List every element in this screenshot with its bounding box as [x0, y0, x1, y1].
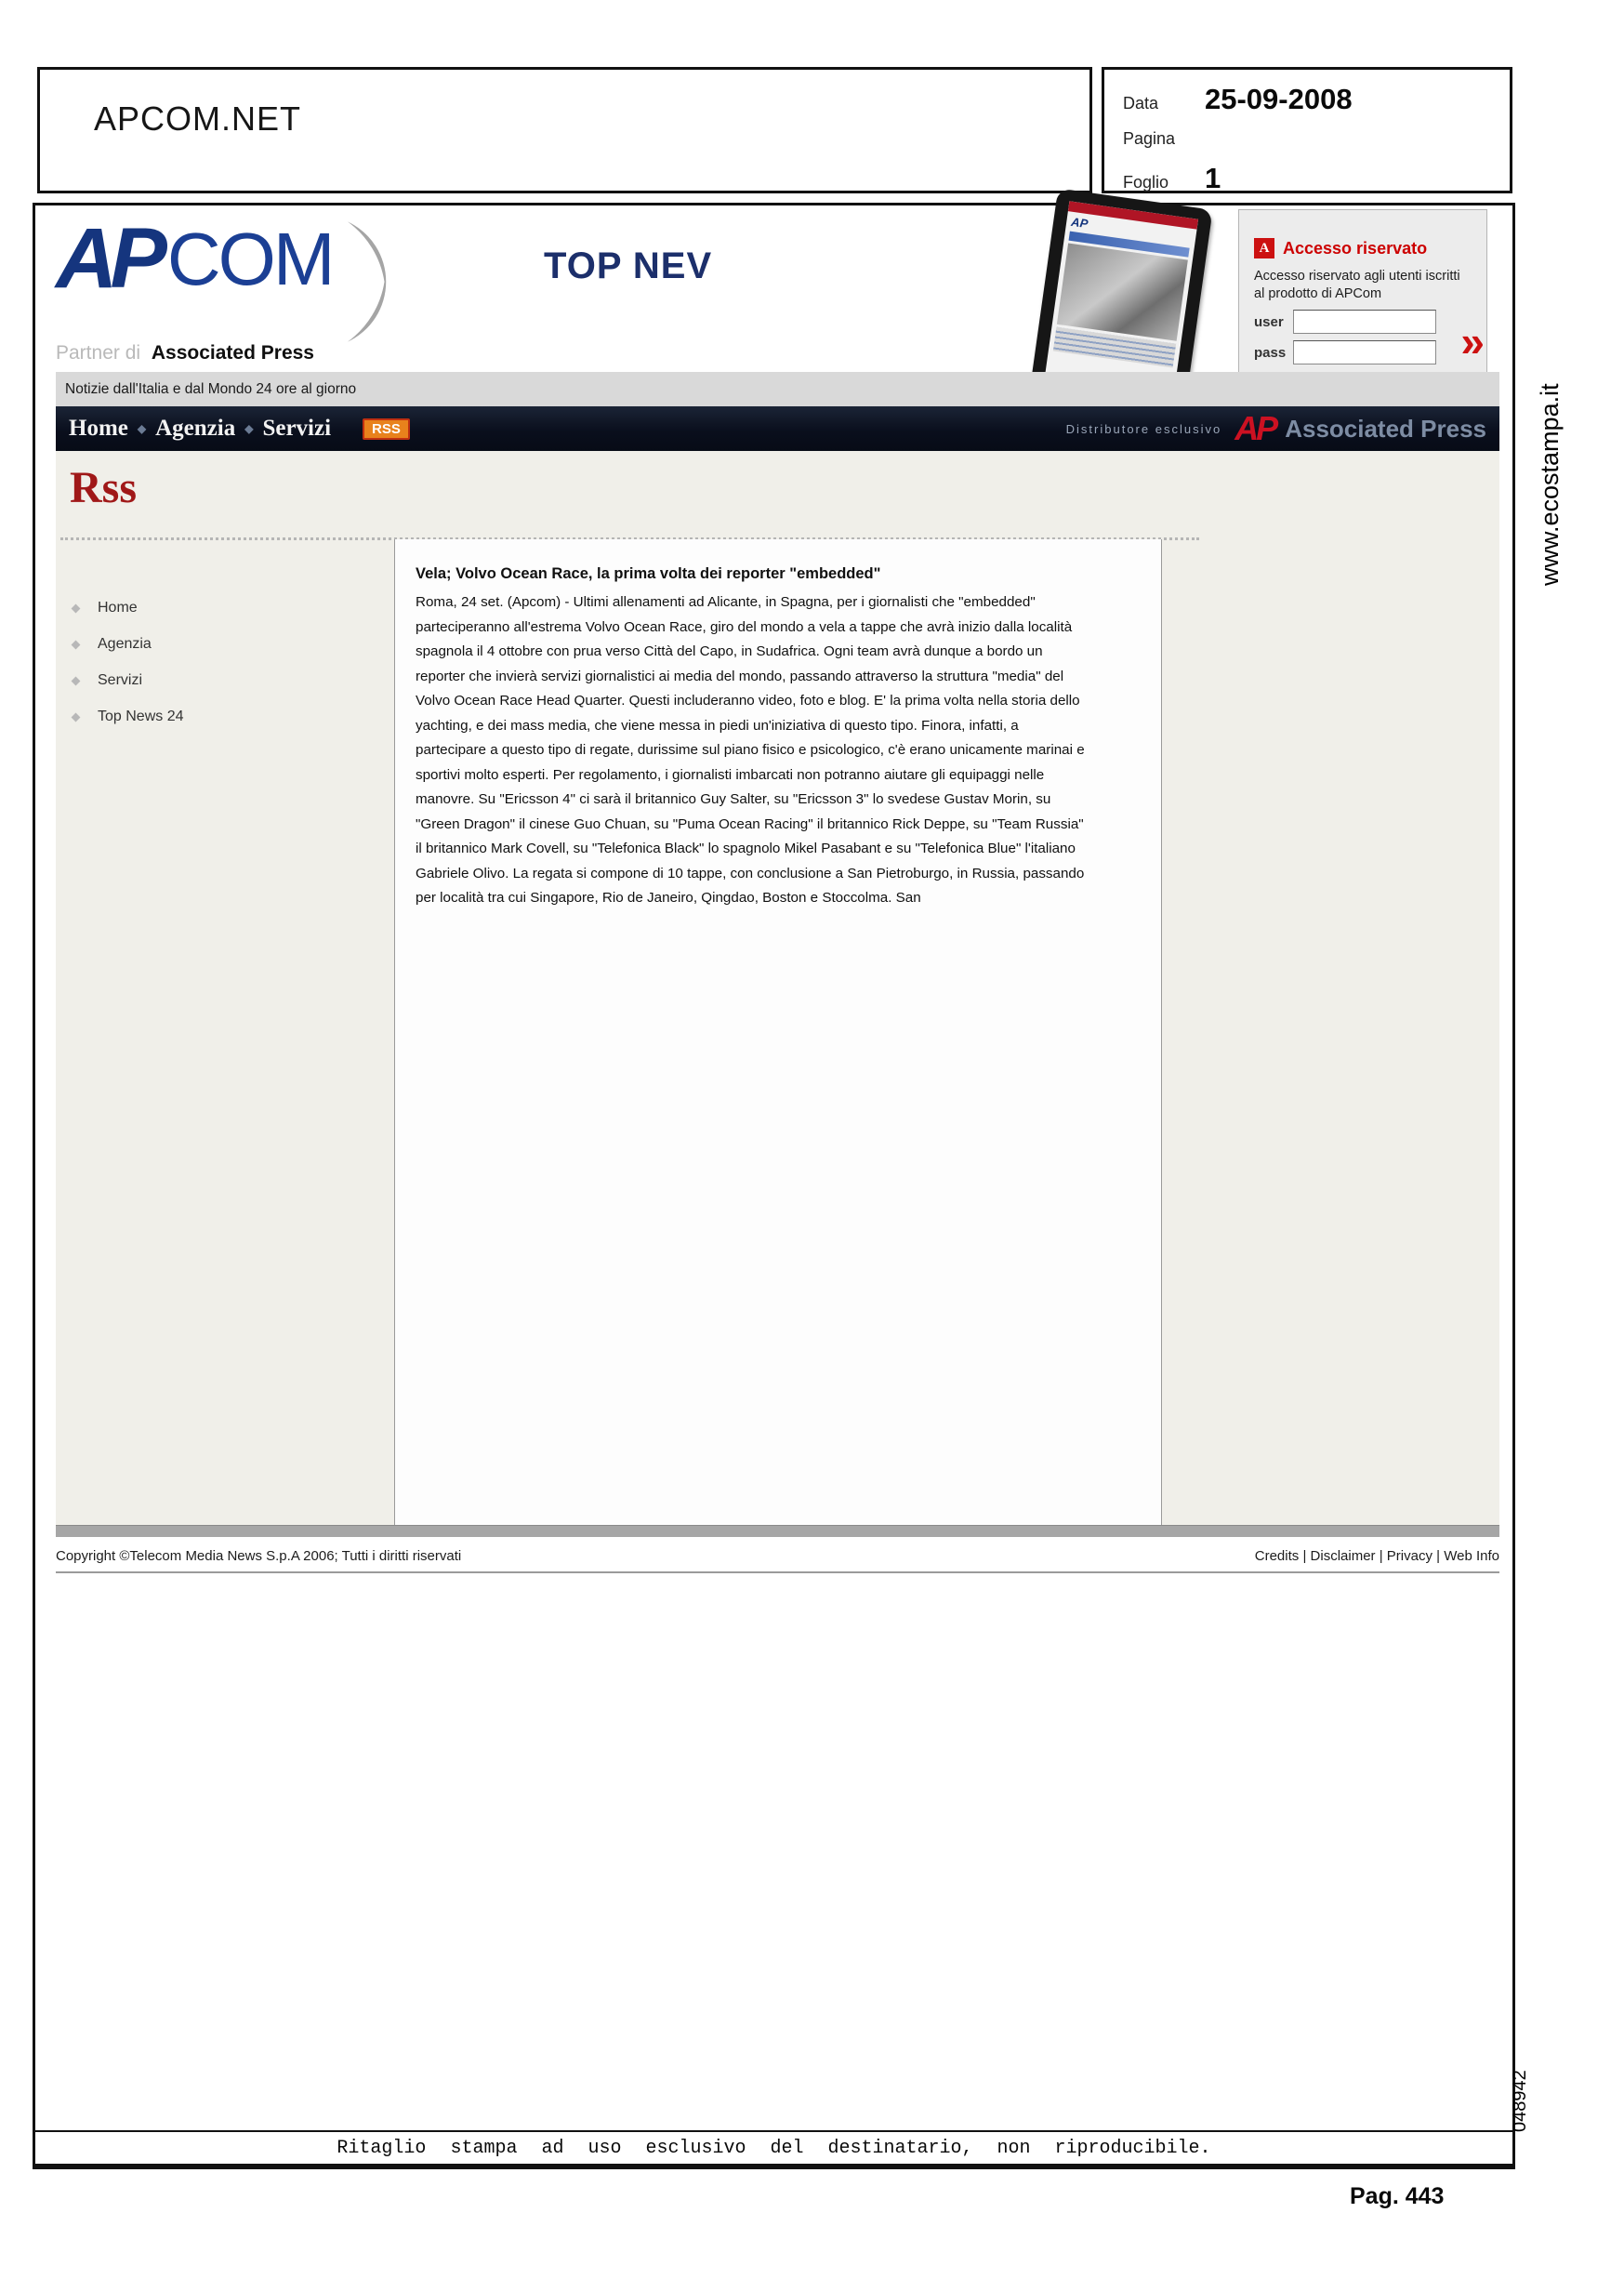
footer-link-web-info[interactable]: Web Info — [1444, 1547, 1499, 1564]
horizontal-scrollbar[interactable] — [56, 1525, 1499, 1537]
apcom-swoosh-icon — [334, 220, 408, 343]
user-label: user — [1254, 313, 1284, 330]
date-value: 25-09-2008 — [1205, 83, 1353, 115]
ritaglio-strip — [35, 2130, 1512, 2166]
page-label: Pagina — [1123, 129, 1176, 148]
sidebar-item-servizi[interactable] — [73, 672, 184, 689]
apcom-logo-ap: AP — [56, 211, 160, 306]
top-news-heading: TOP NEV — [544, 245, 713, 286]
partner-prefix: Partner di — [56, 342, 141, 364]
sidebar-item-label: Agenzia — [98, 636, 152, 652]
nav-diamond-icon: ◆ — [244, 421, 254, 435]
meta-sheet-row — [1123, 162, 1510, 195]
ap-logo-red: AP — [1235, 409, 1276, 447]
accesso-a-icon: A — [1254, 238, 1274, 258]
bullet-icon — [72, 603, 81, 613]
footer-link-separator: | — [1302, 1547, 1307, 1564]
apcom-logo — [56, 211, 408, 343]
clipping-code: 048942 — [1510, 2070, 1530, 2132]
sidebar-item-label: Home — [98, 600, 138, 616]
footer-links — [1255, 1548, 1499, 1564]
login-title: Accesso riservato — [1283, 238, 1428, 258]
copyright-text: Copyright ©Telecom Media News S.p.A 2006; Tutti i diritti riservati — [56, 1547, 462, 1564]
partner-name: Associated Press — [151, 342, 314, 364]
footer-link-separator: | — [1436, 1547, 1441, 1564]
site-footer — [56, 1542, 1499, 1570]
distributor-prefix: Distributore esclusivo — [1065, 421, 1222, 436]
sidebar-item-label: Servizi — [98, 672, 143, 688]
login-description: Accesso riservato agli utenti iscritti al prodotto di APCom — [1254, 269, 1460, 301]
phone-screen — [1045, 201, 1198, 394]
sheet-value: 1 — [1205, 162, 1221, 194]
pass-label: pass — [1254, 344, 1287, 361]
sidebar-item-top-news-24[interactable] — [73, 709, 184, 725]
nav-item-servizi[interactable]: Servizi — [262, 416, 332, 441]
pass-input[interactable] — [1293, 340, 1436, 364]
source-title: APCOM.NET — [94, 99, 302, 138]
sidebar — [73, 600, 184, 745]
article-title: Vela; Volvo Ocean Race, la prima volta dei reporter "embedded" — [416, 565, 881, 582]
apcom-logo-com: COM — [166, 218, 333, 300]
footer-link-disclaimer[interactable]: Disclaimer — [1310, 1547, 1376, 1564]
sidebar-item-label: Top News 24 — [98, 709, 184, 724]
content-area — [56, 451, 1499, 1525]
distributor-name: Associated Press — [1285, 414, 1486, 443]
footer-divider — [56, 1571, 1499, 1573]
nav-bar — [56, 406, 1499, 451]
phone-screen-logo: AP — [1070, 214, 1089, 232]
login-submit-chevrons-icon[interactable]: » — [1460, 317, 1481, 365]
bullet-icon — [72, 676, 81, 685]
clipping-source-box — [37, 67, 1092, 193]
ecostampa-watermark: www.ecostampa.it — [1536, 383, 1564, 586]
nav-item-home[interactable]: Home — [69, 416, 128, 441]
footer-link-separator: | — [1379, 1547, 1383, 1564]
page-title: Rss — [70, 463, 138, 512]
nav-item-agenzia[interactable]: Agenzia — [155, 416, 236, 441]
partner-line — [56, 342, 314, 364]
bullet-icon — [72, 640, 81, 649]
bullet-icon — [72, 712, 81, 722]
tagline-text: Notizie dall'Italia e dal Mondo 24 ore al giorno — [65, 380, 357, 397]
rss-badge[interactable]: RSS — [363, 418, 410, 440]
footer-link-privacy[interactable]: Privacy — [1386, 1547, 1433, 1564]
ritaglio-notice: Ritaglio stampa ad uso esclusivo del destinatario, non riproducibile. — [337, 2137, 1211, 2159]
clipping-frame — [33, 203, 1515, 2169]
footer-link-credits[interactable]: Credits — [1254, 1547, 1300, 1564]
article-body: Roma, 24 set. (Apcom) - Ultimi allenamenti ad Alicante, in Spagna, per i giornalisti che "embedded" parteciperanno all'estrema Volvo Ocean Race, giro del mondo a vela a tappe che avrà inizio dalla località spagnola il 4 ottobre con prua verso Città del Capo, in Sudafrica. Ogni team avrà dunque a bordo un reporter che invierà servizi giornalistici ai media del mondo, passando attraverso la struttura "media" del Volvo Ocean Race Head Quarter. Questi includeranno video, foto e blog. E' la prima volta nella storia dello yachting, e dei mass media, che viene messa in piedi un'iniziativa di questo tipo. Finora, infatti, a partecipare a questo tipo di regate, durissime sul piano fisico e psicologico, c'è erano unicamente marinai e sportivi molto esperti. Per regolamento, i giornalisti imbarcati non potranno aiutare gli equipaggi nelle manovre. Su "Ericsson 4" ci sarà il britannico Guy Salter, su "Ericsson 3" lo svedese Gustav Morin, su "Green Dragon" il cinese Guo Chuan, su "Puma Ocean Racing" il britannico Rick Deppe, su "Team Russia" il britannico Mark Covell, su "Telefonica Black" lo spagnolo Mikel Pasabant e su "Telefonica Blue" l'italiano Gabriele Olivo. La regata si compone di 10 tappe, con conclusione a San Pietroburgo, in Russia, passando per località tra cui Singapore, Rio de Janeiro, Qingdao, Boston e Stoccolma. San — [416, 594, 1085, 906]
date-label: Data — [1123, 94, 1159, 113]
tagline-bar — [56, 372, 1499, 406]
sidebar-item-home[interactable] — [73, 600, 184, 616]
clipping-meta-box — [1102, 67, 1512, 193]
meta-date-row — [1123, 83, 1510, 116]
meta-page-row — [1123, 129, 1510, 149]
nav-diamond-icon: ◆ — [137, 421, 147, 435]
article-column — [395, 539, 1162, 1525]
sheet-label: Foglio — [1123, 173, 1169, 192]
user-input[interactable] — [1293, 310, 1436, 334]
sidebar-item-agenzia[interactable] — [73, 636, 184, 653]
phone-screen-photo — [1057, 244, 1188, 341]
clipping-page-number: Pag. 443 — [1350, 2183, 1445, 2209]
